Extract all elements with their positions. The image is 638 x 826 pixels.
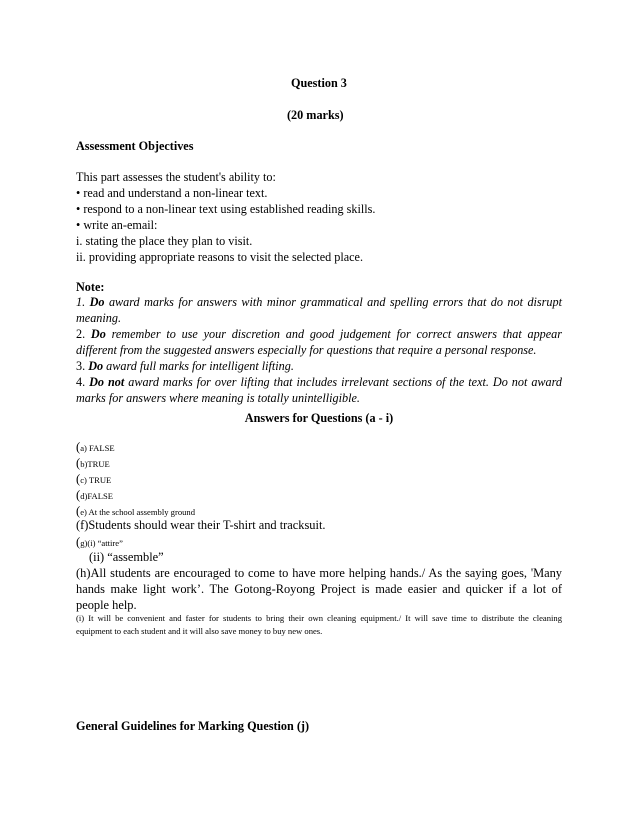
answer-h-end: people help.: [76, 598, 137, 612]
note-item-1-cont: meaning.: [76, 311, 122, 325]
note-text: award full marks for intelligent lifting.: [103, 359, 294, 373]
answer-text: c) TRUE: [80, 475, 112, 485]
answer-paren: (: [76, 535, 81, 549]
note-number: 2.: [76, 327, 86, 341]
answer-f: (f)Students should wear their T-shirt and tracksuit.: [76, 518, 326, 532]
answer-h-cont: hands make light work’. The Gotong-Royong Project is made easier and quicker if a lot of: [76, 582, 562, 596]
note-text: award marks for answers with minor grammatical and spelling errors that do not disrupt: [104, 295, 562, 309]
answer-text: b)TRUE: [80, 459, 110, 469]
answer-paren: (: [76, 456, 81, 470]
question-title: Question 3: [291, 76, 347, 90]
note-item-1: [76, 294, 562, 310]
answers-heading: Answers for Questions (a - i): [244, 411, 394, 425]
note-item-4: [76, 374, 562, 390]
objectives-intro: This part assesses the student's ability to:: [76, 170, 276, 184]
answer-paren: (: [76, 440, 81, 454]
question-marks: (20 marks): [287, 108, 344, 122]
objective-line: • write an-email:: [76, 218, 158, 232]
note-item-2: [76, 326, 562, 342]
answer-g-ii: (ii) “assemble”: [89, 550, 164, 564]
note-number: 4.: [76, 375, 86, 389]
note-item-4-cont: marks for answers where meaning is totally unintelligible.: [76, 391, 360, 405]
answer-text: d)FALSE: [80, 491, 113, 501]
answer-text: g)(i) “attire”: [80, 538, 123, 548]
objective-line: • respond to a non-linear text using established reading skills.: [76, 202, 376, 216]
answer-i-cont: equipment to each student and it will also save money to buy new ones.: [76, 626, 323, 636]
note-item-3: [76, 358, 294, 374]
objective-line: ii. providing appropriate reasons to visit the selected place.: [76, 250, 363, 264]
note-keyword: Do: [88, 359, 104, 373]
note-number: 3.: [76, 359, 86, 373]
answer-i: (i) It will be convenient and faster for students to bring their own cleaning equipment./ It will save time to distribute the cleaning: [76, 613, 562, 623]
note-item-2-cont: different from the suggested answers especially for questions that require a personal response.: [76, 343, 537, 357]
note-text: award marks for over lifting that includes irrelevant sections of the text. Do not award: [124, 375, 563, 389]
objectives-heading: Assessment Objectives: [76, 139, 194, 153]
answer-paren: (: [76, 504, 81, 518]
answer-text: e) At the school assembly ground: [80, 507, 196, 517]
note-number: 1.: [76, 295, 86, 309]
answer-text: a) FALSE: [80, 443, 115, 453]
objective-line: i. stating the place they plan to visit.: [76, 234, 253, 248]
note-keyword: Do not: [89, 375, 125, 389]
answer-paren: (: [76, 488, 81, 502]
answer-h: (h)All students are encouraged to come to have more helping hands./ As the saying goes, 'Many: [76, 566, 562, 580]
note-keyword: Do: [90, 327, 106, 341]
note-text: remember to use your discretion and good judgement for correct answers that appear: [105, 327, 562, 341]
note-keyword: Do: [89, 295, 105, 309]
objective-line: • read and understand a non-linear text.: [76, 186, 268, 200]
guidelines-heading: General Guidelines for Marking Question (j): [76, 719, 310, 733]
note-heading: Note:: [76, 280, 105, 294]
answer-paren: (: [76, 472, 81, 486]
